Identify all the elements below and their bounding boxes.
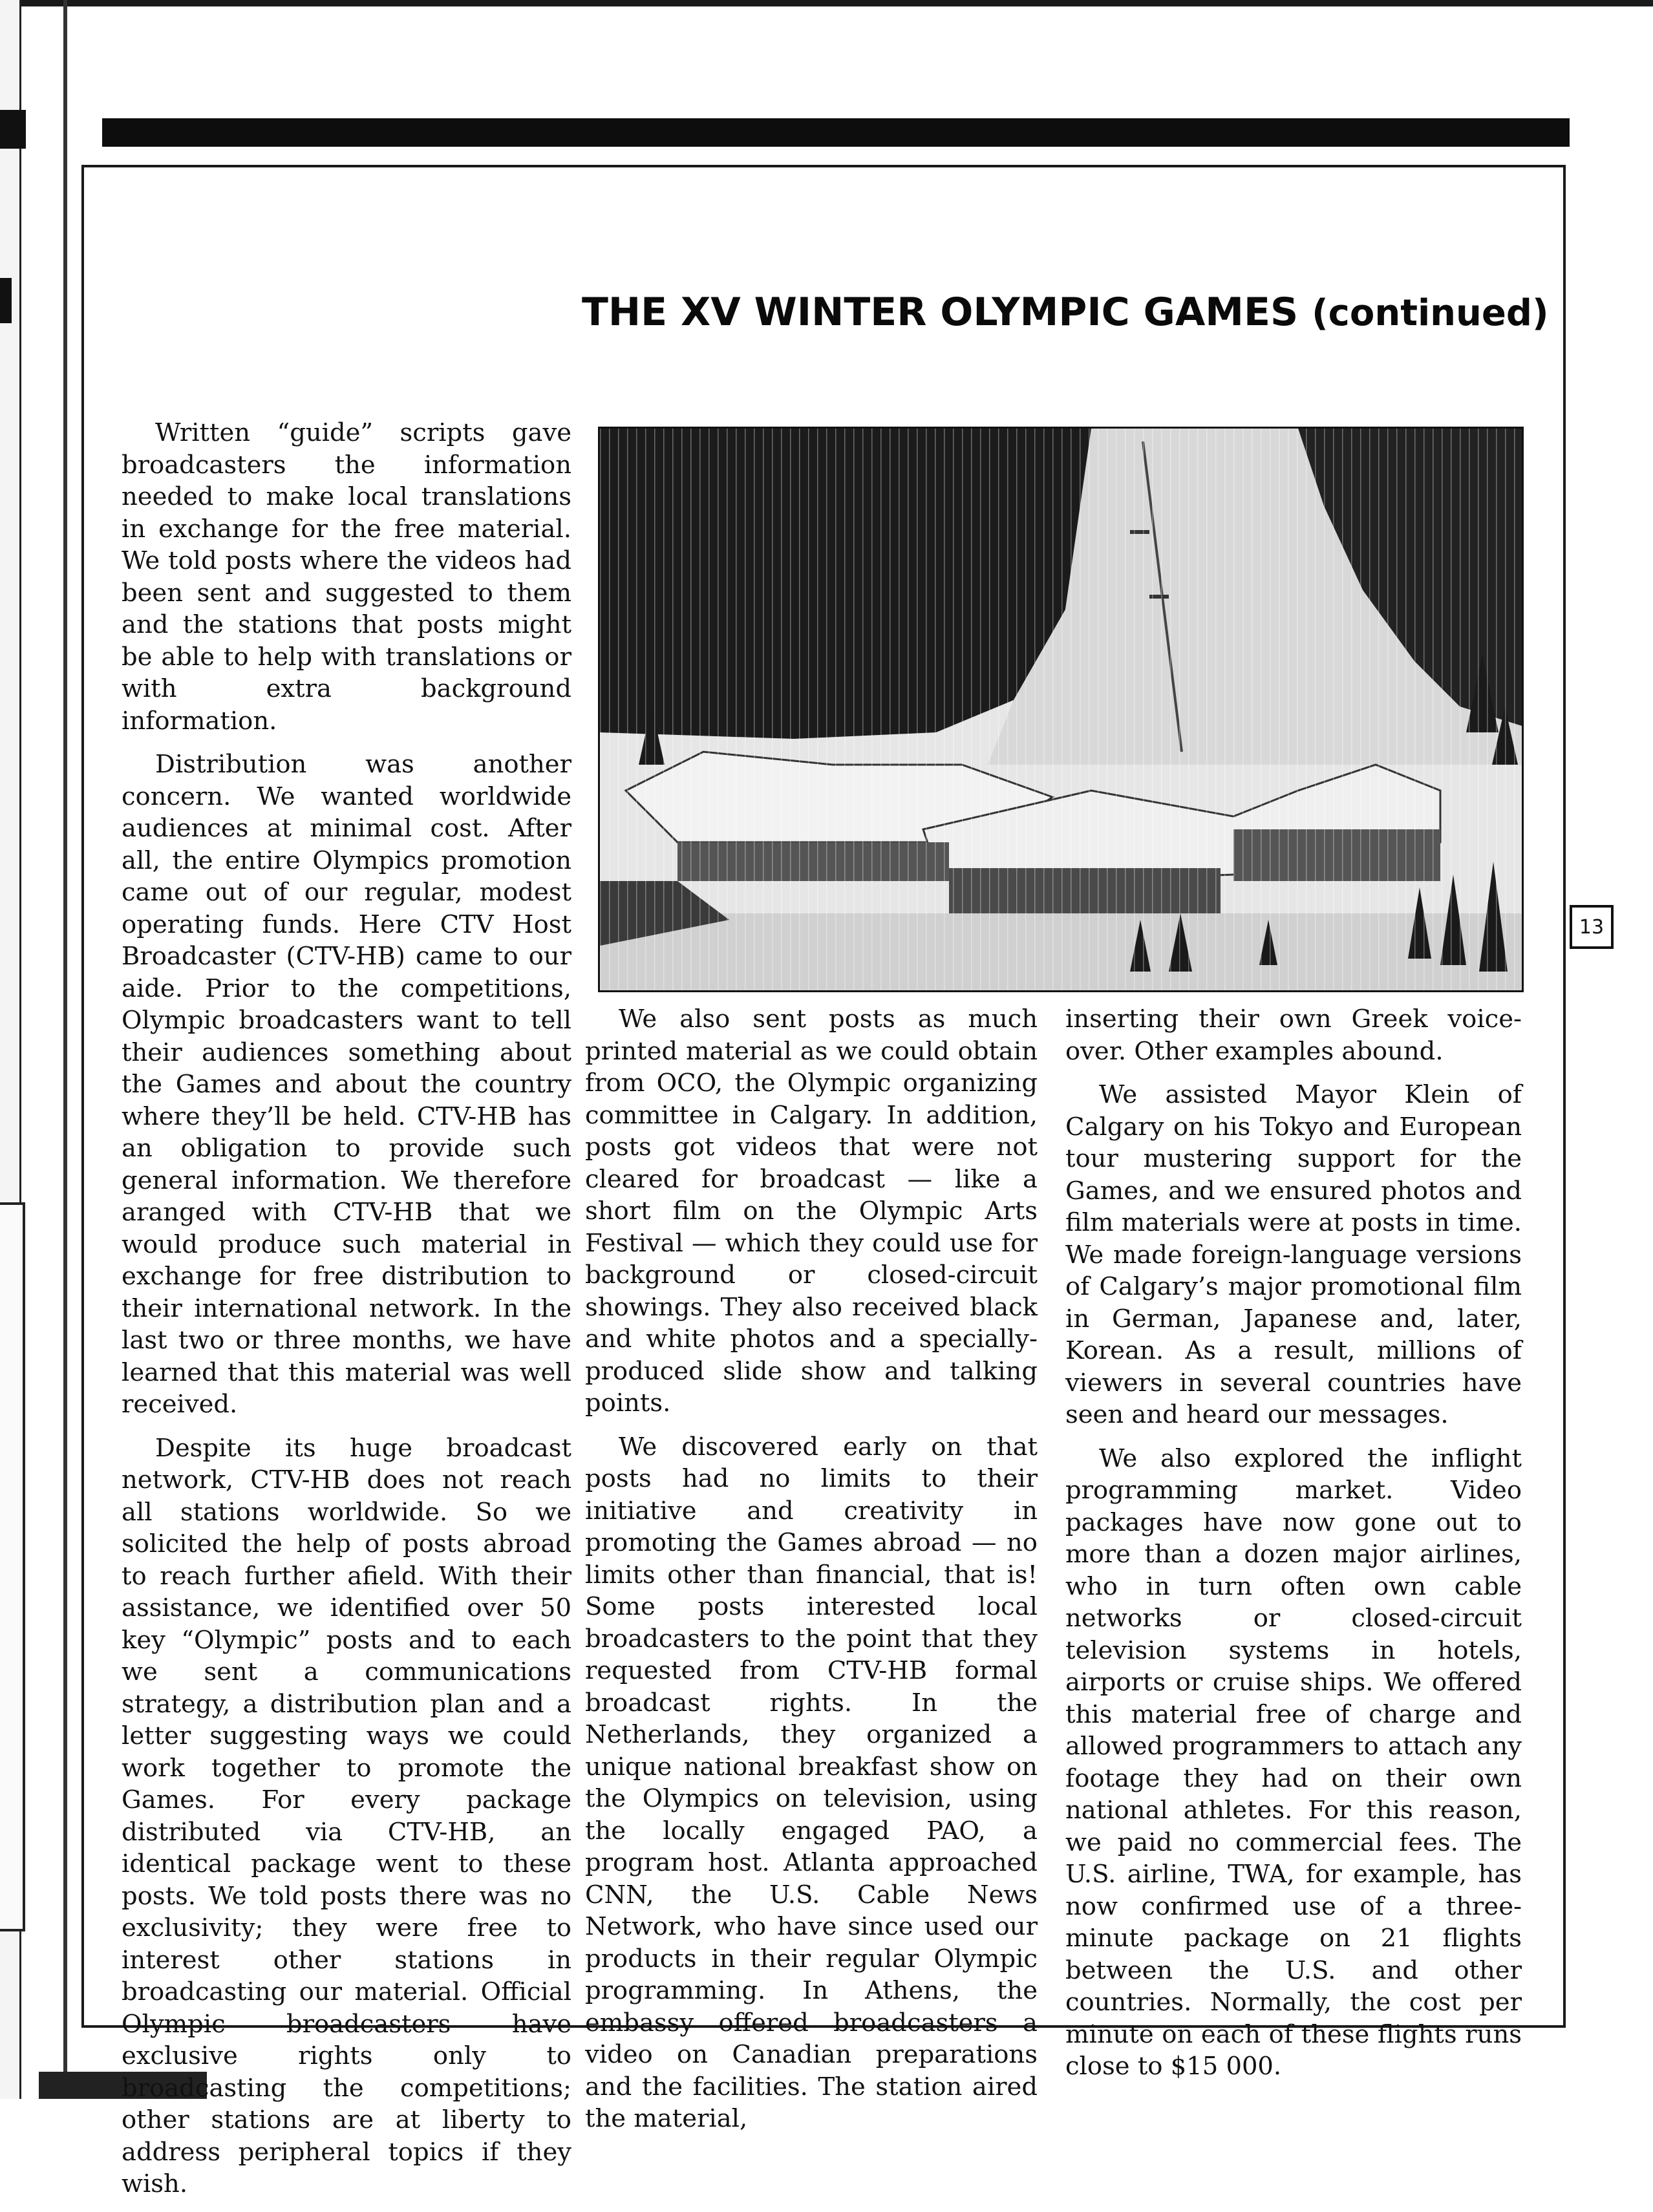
title-suffix: (continued)	[1312, 292, 1549, 334]
title-text: THE XV WINTER OLYMPIC GAMES	[582, 290, 1299, 335]
photo-illustration	[600, 429, 1522, 990]
header-rule	[102, 118, 1570, 147]
paragraph: We also sent posts as much printed material as we could obtain from OCO, the Olympic organizing committee in Calgary. In addition, posts got videos that were not cleared for broadcast — like a short film on the Olympic Arts Festival — which they could use for background or closed-circuit showings. They also received black and white photos and a specially-produced slide show and talking points.	[585, 1005, 1038, 1418]
article-column-3	[1065, 1003, 1522, 2094]
paragraph: We assisted Mayor Klein of Calgary on his Tokyo and European tour mustering support for the Games, and we ensured photos and film materials were at posts in time. We made foreign-language versions of Calgary’s major promotional film in German, Japanese and, later, Korean. As a result, millions of viewers in several countries have seen and heard our messages.	[1065, 1080, 1522, 1429]
binding-mark	[0, 278, 12, 323]
paragraph: Despite its huge broadcast network, CTV-HB does not reach all stations worldwide. So we solicited the help of posts abroad to reach further afield. With their assistance, we identified over 50 key “Olympic” posts and to each we sent a communications strategy, a distribution plan and a letter suggesting ways we could work together to promote the Games. For every package distributed via CTV-HB, an identical package went to these posts. We told posts there was no exclusivity; they were free to interest other stations in broadcasting our material. Official Olympic broadcasters have exclusive rights only to broadcasting the competitions; other stations are at liberty to address peripheral topics if they wish.	[122, 1433, 571, 2198]
binding-mark	[0, 110, 26, 149]
paragraph: We also explored the inflight programming market. Video packages have now gone out to more than a dozen major airlines, who in turn often own cable networks or closed-circuit television systems in hotels, airports or cruise ships. We offered this material free of charge and allowed programmers to attach any footage they had on their own national athletes. For this reason, we paid no commercial fees. The U.S. airline, TWA, for example, has now confirmed use of a three-minute package on 21 flights between the U.S. and other countries. Normally, the cost per minute on each of these flights runs close to $15 000.	[1065, 1443, 1522, 2081]
paragraph: We discovered early on that posts had no limits to their initiative and creativity in promoting the Games abroad — no limits other than financial, that is! Some posts interested local broadcasters to the point that they requested from CTV-HB formal broadcast rights. In the Netherlands, they organized a unique national breakfast show on the Olympics on television, using the locally engaged PAO, a program host. Atlanta approached CNN, the U.S. Cable News Network, who have since used our products in their regular Olympic programming. In Athens, the embassy offered broadcasters a video on Canadian preparations and the facilities. The station aired the material,	[585, 1432, 1038, 2133]
page-number: 13	[1570, 905, 1614, 949]
scan-top-edge	[0, 0, 1653, 6]
paragraph: Written “guide” scripts gave broadcasters the information needed to make local translations in exchange for the free material. We told posts where the videos had been sent and suggested to them and the stations that posts might be able to help with translations or with extra background information.	[122, 418, 571, 736]
article-column-1	[122, 417, 571, 2212]
article-column-2	[585, 1003, 1038, 2147]
ski-resort-photo	[598, 427, 1524, 992]
adjacent-page-edge	[0, 1202, 25, 1931]
page-gutter-rule	[63, 0, 67, 2081]
paragraph: inserting their own Greek voice-over. Other examples abound.	[1065, 1005, 1522, 1066]
paragraph: Distribution was another concern. We wanted worldwide audiences at minimal cost. After all, the entire Olympics promotion came out of our regular, modest operating funds. Here CTV Host Broadcaster (CTV-HB) came to our aide. Prior to the competitions, Olympic broadcasters want to tell their audiences something about the Games and about the country where they’ll be held. CTV-HB has an obligation to provide such general information. We therefore aranged with CTV-HB that we would produce such material in exchange for free distribution to their international network. In the last two or three months, we have learned that this material was well received.	[122, 750, 571, 1419]
page-title	[582, 290, 1549, 335]
